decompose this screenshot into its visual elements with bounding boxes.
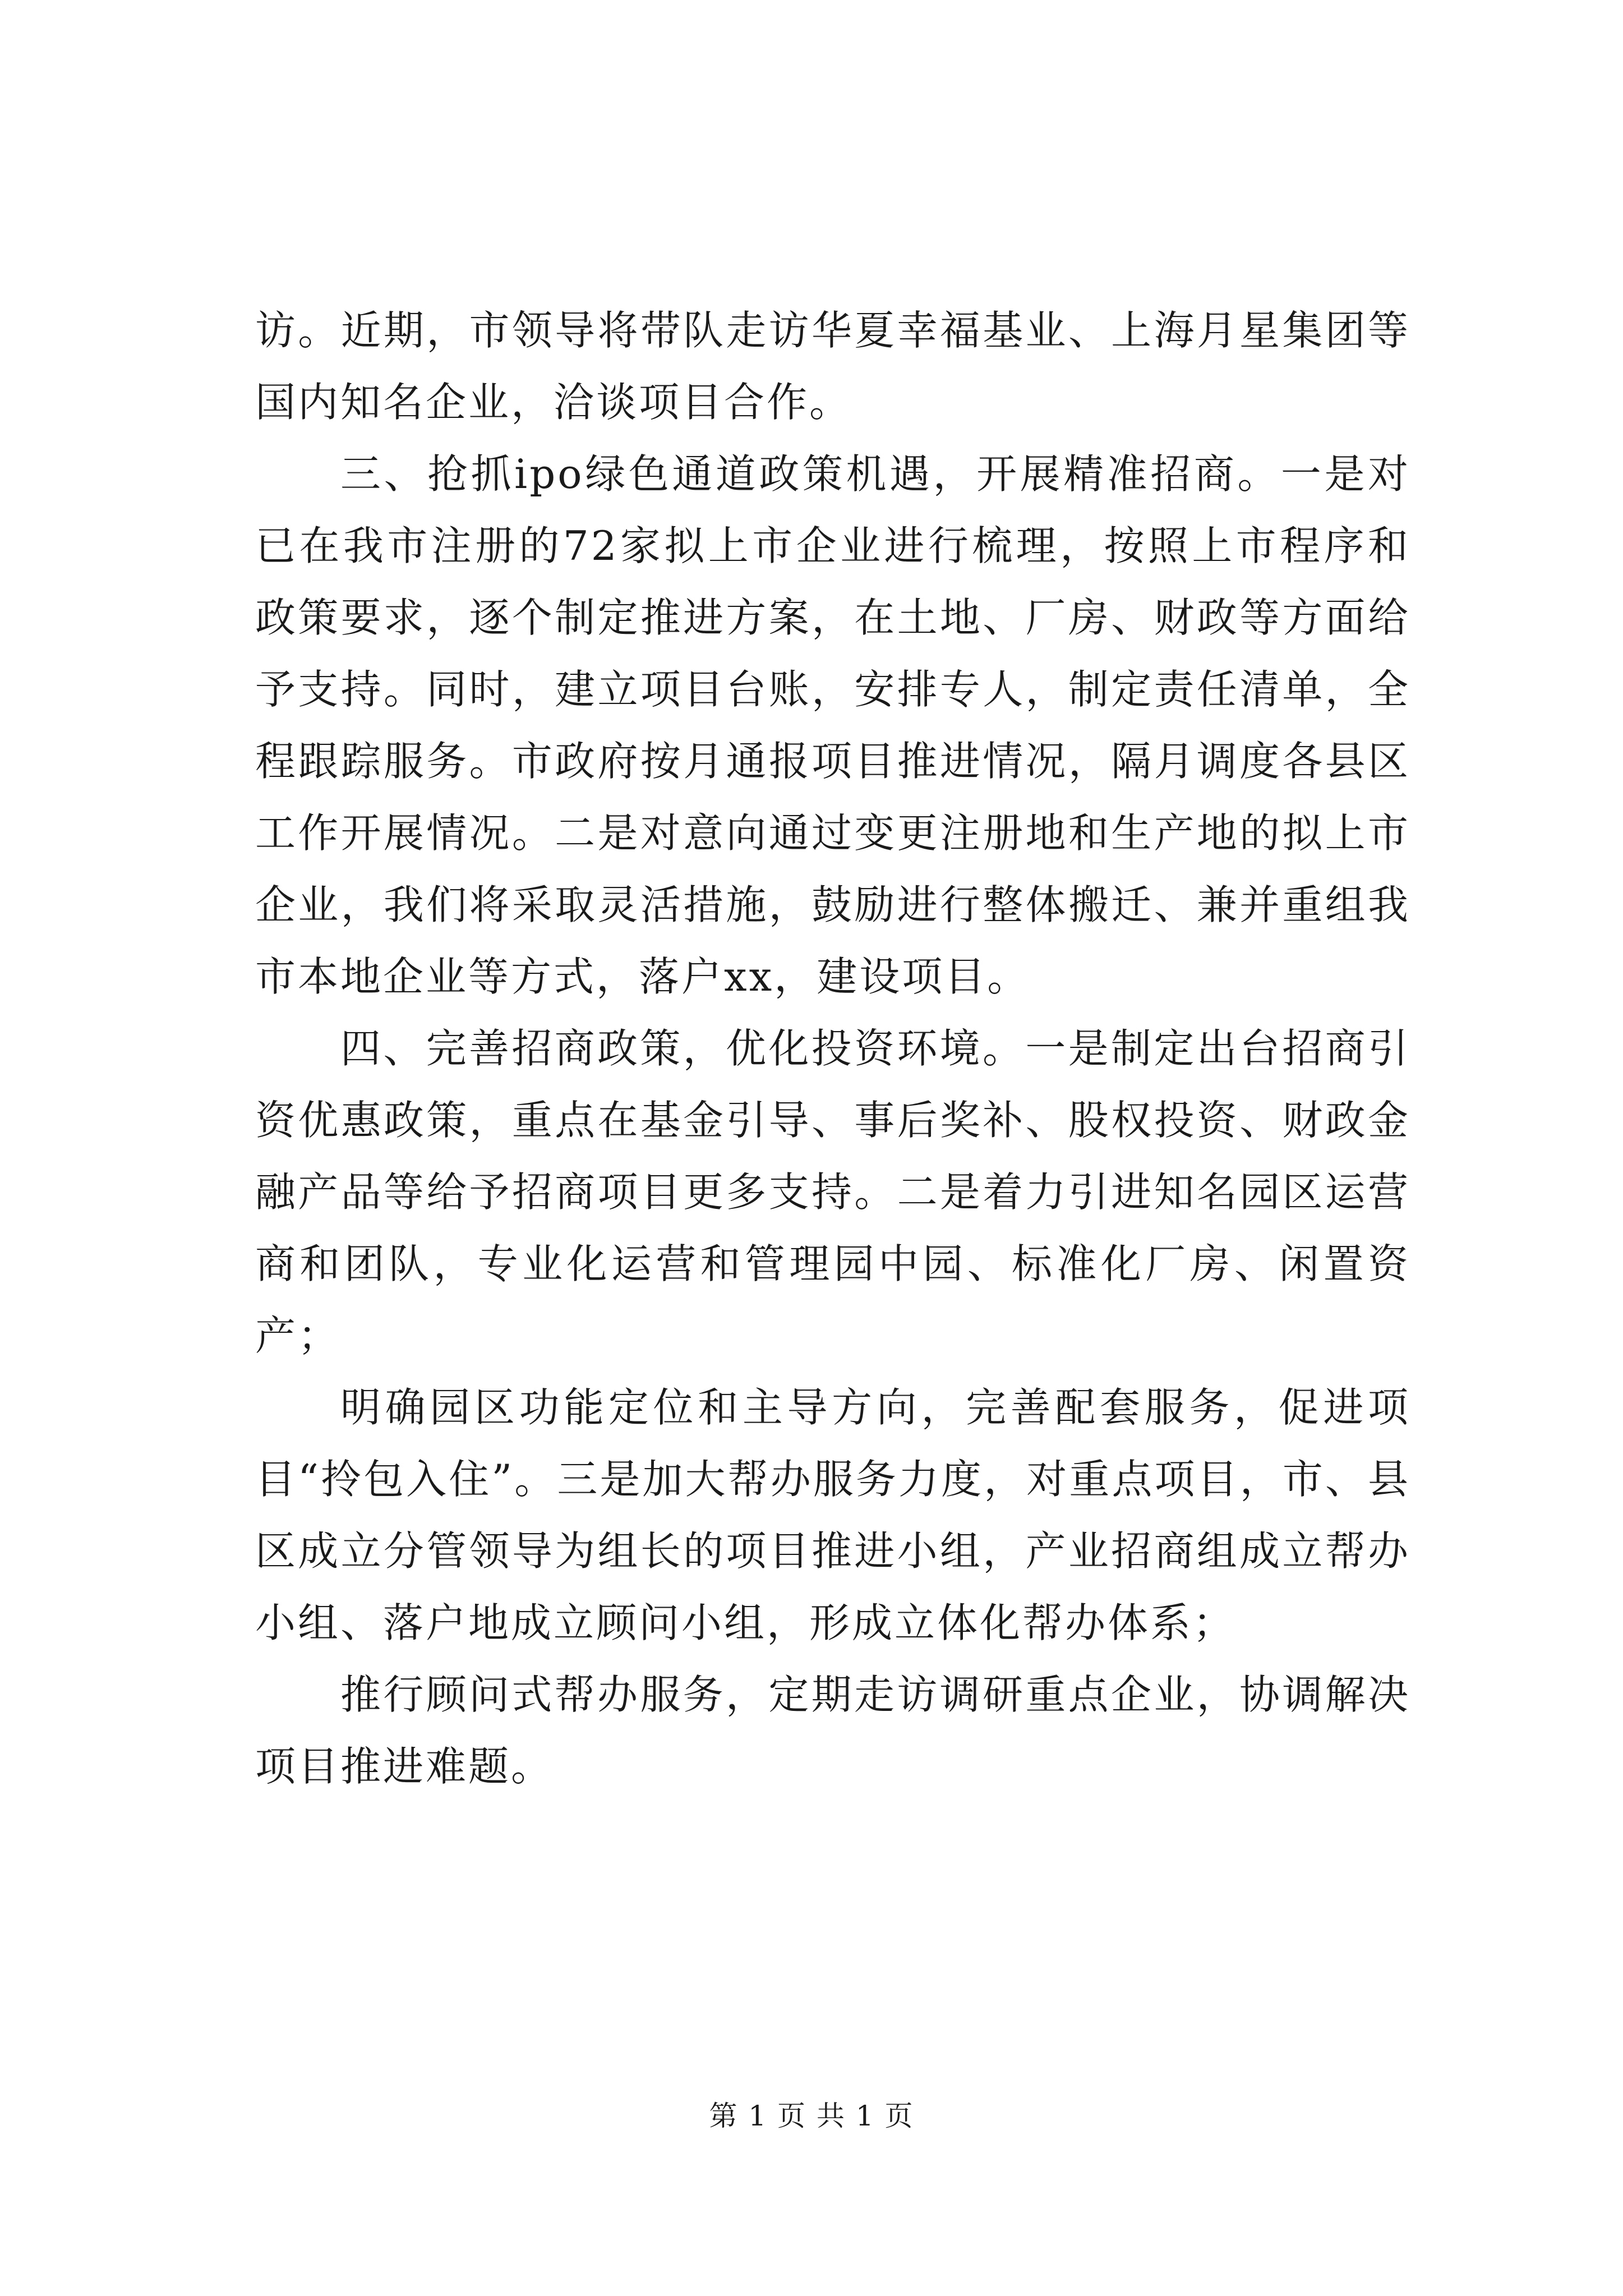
paragraph-continuation: 访。近期，市领导将带队走访华夏幸福基业、上海月星集团等国内知名企业，洽谈项目合作。 [255,307,1410,426]
paragraph-advisory-service: 推行顾问式帮办服务，定期走访调研重点企业，协调解决项目推进难题。 [255,1671,1410,1790]
page-number-footer: 第 1 页 共 1 页 [709,2100,914,2132]
paragraph-park-positioning: 明确园区功能定位和主导方向，完善配套服务，促进项目“拎包入住”。三是加大帮办服务力度，对重点项目，市、县区成立分管领导为组长的项目推进小组，产业招商组成立帮办小组、落户地成立顾问小组，形成立体化帮办体系； [255,1384,1410,1646]
document-body [255,295,1410,1802]
paragraph-section-four: 四、完善招商政策，优化投资环境。一是制定出台招商引资优惠政策，重点在基金引导、事后奖补、股权投资、财政金融产品等给予招商项目更多支持。二是着力引进知名园区运营商和团队，专业化运营和管理园中园、标准化厂房、闲置资产； [255,1025,1410,1359]
paragraph-section-three: 三、抢抓ipo绿色通道政策机遇，开展精准招商。一是对已在我市注册的72家拟上市企业进行梳理，按照上市程序和政策要求，逐个制定推进方案，在土地、厂房、财政等方面给予支持。同时，建立项目台账，安排专人，制定责任清单，全程跟踪服务。市政府按月通报项目推进情况，隔月调度各县区工作开展情况。二是对意向通过变更注册地和生产地的拟上市企业，我们将采取灵活措施，鼓励进行整体搬迁、兼并重组我市本地企业等方式，落户xx，建设项目。 [255,450,1410,1000]
